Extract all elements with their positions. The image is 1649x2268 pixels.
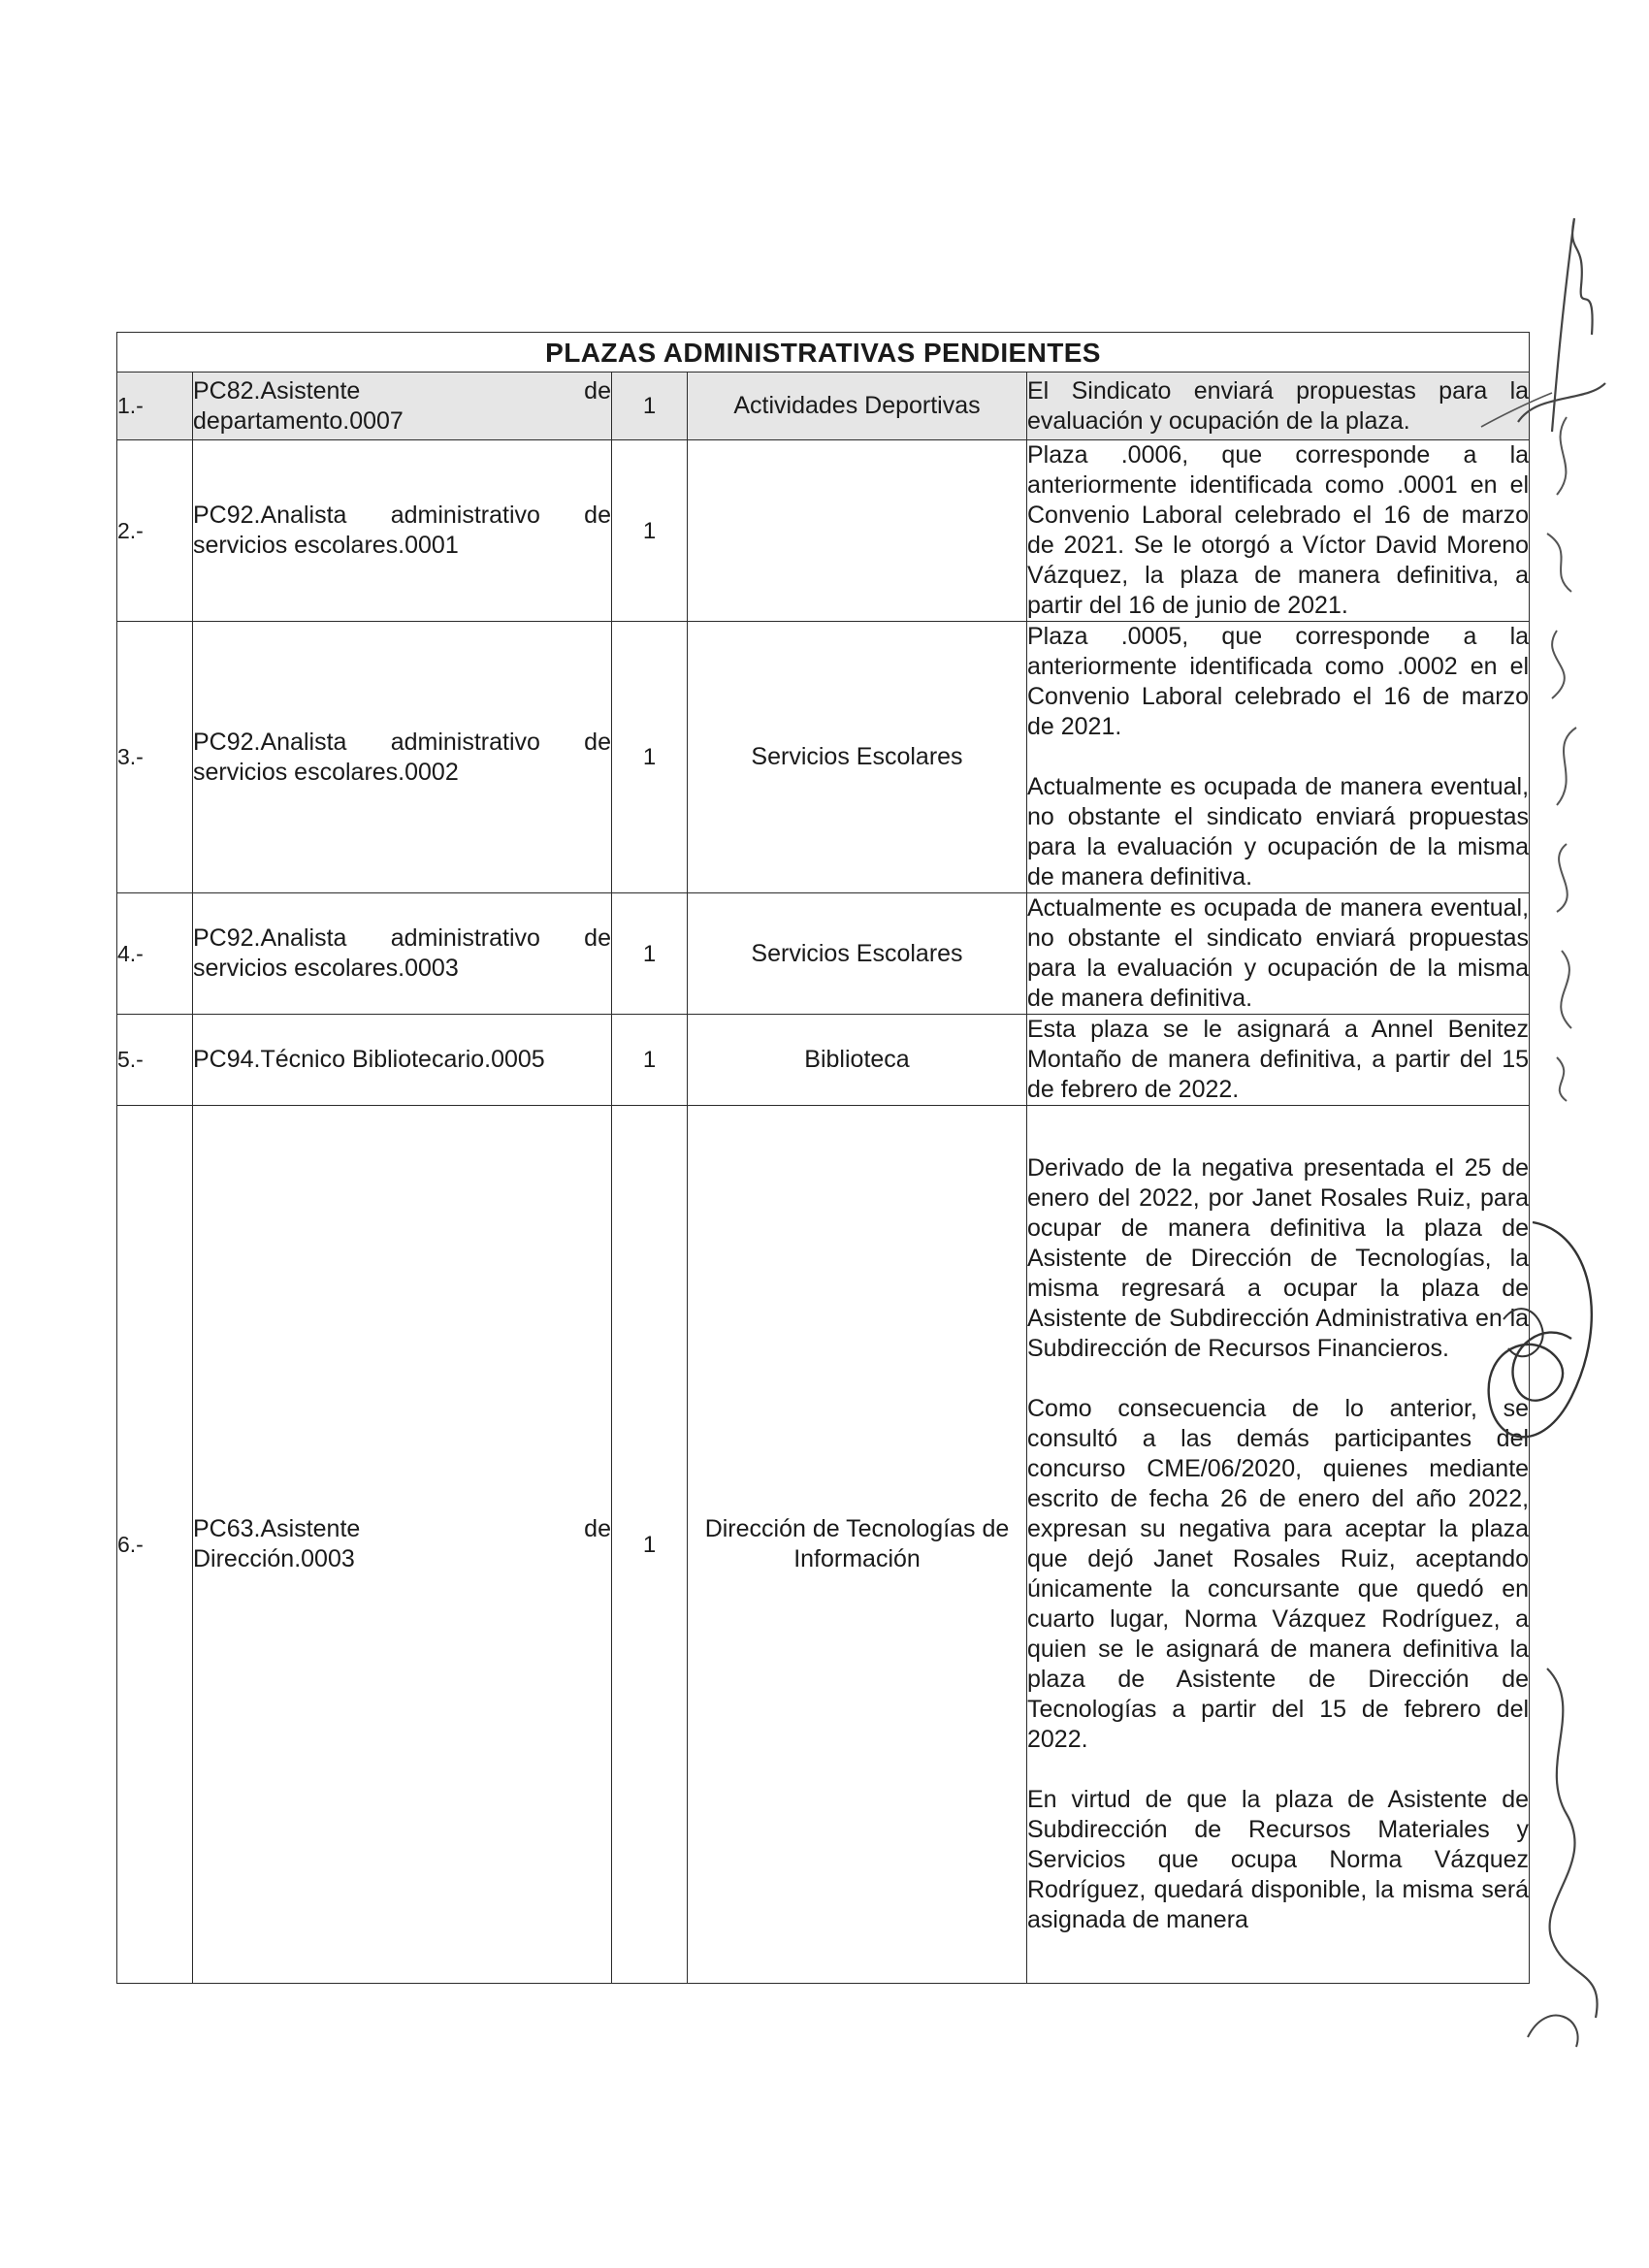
puesto-line-2: servicios escolares.0003 [193,955,459,982]
table-title: PLAZAS ADMINISTRATIVAS PENDIENTES [117,333,1530,373]
puesto-line-2: departamento.0007 [193,406,404,435]
puesto-line-2: Dirección.0003 [193,1545,355,1572]
row-cantidad: 1 [612,893,688,1015]
observacion-paragraph: Derivado de la negativa presentada el 25 de enero del 2022, por Janet Rosales Ruiz, para ocupar de manera definitiva la plaza de Asistente de Dirección de Tecnologías, la misma regresará a ocupar la plaza de Asistente de Subdirección Administrativa en la Subdirección de Recursos Financieros. [1027,1154,1530,1362]
row-cantidad: 1 [612,1015,688,1106]
row-observaciones [1027,893,1530,1015]
table-row [117,1106,1530,1984]
table-row [117,373,1530,440]
row-area: Actividades Deportivas [688,373,1027,440]
row-observaciones [1027,1106,1530,1984]
row-observaciones [1027,373,1530,440]
observacion-paragraph: Plaza .0006, que corresponde a la anteriormente identificada como .0001 en el Convenio Laboral celebrado el 16 de marzo de 2021. Se le otorgó a Víctor David Moreno Vázquez, la plaza de manera definitiva, a partir del 16 de junio de 2021. [1027,441,1530,619]
row-cantidad: 1 [612,1106,688,1984]
puesto-line-1: PC94.Técnico Bibliotecario.0005 [193,1046,545,1073]
observacion-paragraph: El Sindicato enviará propuestas para la evaluación y ocupación de la plaza. [1027,376,1530,435]
row-number: 1.- [117,373,193,440]
observacion-paragraph: Esta plaza se le asignará a Annel Benitez Montaño de manera definitiva, a partir del 15 de febrero de 2022. [1027,1016,1530,1103]
table-title-row [117,333,1530,373]
row-puesto [193,1106,612,1984]
row-number: 6.- [117,1106,193,1984]
row-number: 4.- [117,893,193,1015]
row-observaciones [1027,622,1530,893]
row-area [688,440,1027,622]
row-cantidad: 1 [612,440,688,622]
row-area: Servicios Escolares [688,893,1027,1015]
puesto-line-1: PC92.Analista administrativo de [193,924,611,952]
handwritten-initials-side [1528,407,1605,1106]
puesto-line-1: PC92.Analista administrativo de [193,728,611,756]
puesto-line-2: servicios escolares.0002 [193,758,459,786]
row-puesto [193,622,612,893]
row-puesto [193,1015,612,1106]
puesto-line-1: PC63.Asistente de [193,1515,611,1542]
row-cantidad: 1 [612,622,688,893]
puesto-line-2: servicios escolares.0001 [193,532,459,559]
table-row [117,622,1530,893]
puesto-line-1: PC92.Analista administrativo de [193,502,611,529]
row-puesto [193,893,612,1015]
observacion-paragraph: Plaza .0005, que corresponde a la anteriormente identificada como .0002 en el Convenio Laboral celebrado el 16 de marzo de 2021. [1027,623,1530,740]
table-row [117,1015,1530,1106]
observacion-paragraph: Actualmente es ocupada de manera eventual, no obstante el sindicato enviará propuestas para la evaluación y ocupación de la misma de manera definitiva. [1027,894,1530,1012]
table-row [117,440,1530,622]
row-puesto [193,440,612,622]
row-area: Servicios Escolares [688,622,1027,893]
row-area: Dirección de Tecnologías de Información [688,1106,1027,1984]
row-number: 2.- [117,440,193,622]
plazas-table [116,332,1530,1984]
puesto-line-1: PC82.Asistente de [193,376,611,405]
row-number: 5.- [117,1015,193,1106]
row-observaciones [1027,1015,1530,1106]
row-observaciones [1027,440,1530,622]
table-row [117,893,1530,1015]
row-number: 3.- [117,622,193,893]
row-puesto [193,373,612,440]
observacion-paragraph: Actualmente es ocupada de manera eventual, no obstante el sindicato enviará propuestas para la evaluación y ocupación de la misma de manera definitiva. [1027,773,1530,891]
row-cantidad: 1 [612,373,688,440]
row-area: Biblioteca [688,1015,1027,1106]
observacion-paragraph: En virtud de que la plaza de Asistente de Subdirección de Recursos Materiales y Servicios que ocupa Norma Vázquez Rodríguez, quedará disponible, la misma será asignada de manera [1027,1786,1530,1933]
observacion-paragraph: Como consecuencia de lo anterior, se consultó a las demás participantes del concurso CME/06/2020, quienes mediante escrito de fecha 26 de enero del año 2022, expresan su negativa para aceptar la plaza que dejó Janet Rosales Ruiz, aceptando únicamente la concursante que quedó en cuarto lugar, Norma Vázquez Rodríguez, a quien se le asignará de manera definitiva la plaza de Asistente de Dirección de Tecnologías a partir del 15 de febrero del 2022. [1027,1395,1530,1753]
